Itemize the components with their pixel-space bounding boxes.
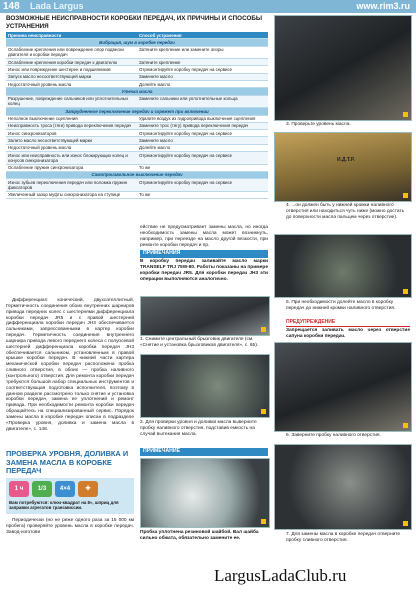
periodic-text-block bbox=[6, 518, 134, 536]
warning-block bbox=[286, 320, 410, 340]
time-icon: 1 ч bbox=[9, 481, 29, 497]
photo-marker bbox=[403, 112, 408, 117]
faults-table bbox=[6, 32, 268, 199]
photo-marker bbox=[403, 521, 408, 526]
difficulty-icon: 1/3 bbox=[32, 481, 52, 497]
table-row bbox=[6, 152, 268, 165]
watermark-text: LargusLadaClub.ru bbox=[214, 566, 347, 585]
table-row bbox=[6, 46, 268, 59]
table-group-row bbox=[6, 39, 268, 46]
table-cell-remedy: Отремонтируйте коробку передач на сервисе bbox=[137, 130, 268, 137]
step-1: 1. Снимите центральный брызговик двигателя (см. «Снятие и установка брызговиков двигателя», с. 65). bbox=[140, 337, 259, 348]
table-cell-cause: Износ или неисправность или износ блокирующих колец и конусов синхронизатора bbox=[6, 152, 137, 165]
table-row bbox=[6, 81, 268, 88]
table-row bbox=[6, 66, 268, 73]
photo-plug-washer bbox=[140, 458, 270, 528]
table-cell-remedy: Отремонтируйте коробку передач на сервисе bbox=[137, 152, 268, 165]
table-cell-cause: Ослабление крепления коробки передач к двигателю bbox=[6, 59, 137, 66]
body-text-2: ействие не предусматривает замены масла, но иногда необходимость замены масла может возникнуть, например, при переезде на масло другой вязкости, при ремонте коробки передач и пр. bbox=[140, 225, 268, 248]
body-text-1: Дифференциал конический, двухсателлитный. Герметичность соединения обоих внутренних шарниров привода передних колес с шестернями дифференциала коробки передач JR5 и с правой шестерней дифференциала коробки передач JH3 обеспечивается сальниками, запрессованными в картер коробки передач. Герметичность соединения внутреннего шарнира привода левого переднего колеса с полуосевой шестерней дифференциала коробки передач JH3 обеспечивается сальником, установленным в правой крышке коробки передач. В нижней части картера механической коробки передач расположена пробка сливного отверстия, в обоих — пробка наливного (контрольного) отверстия. Для ремонта коробки передач требуются большой набор специальных инструментов и соответствующая подготовка исполнителя, поэтому в данном разделе рассмотрено только снятие и установка коробки передач, замена ее уплотнений и ремонт привода. При необходимости ремонта коробки передач обращайтесь на специализированный сервис. Порядок замены масла в коробке передач описан в подразделе «Проверка уровня, доливка и замена масла в двигателе», с. 148. bbox=[6, 298, 134, 432]
note-title-2: ПРИМЕЧАНИЕ bbox=[140, 448, 268, 456]
table-cell-cause: Ослабление крепления или повреждение опор подвески двигателя и коробки передач bbox=[6, 46, 137, 59]
tools-text: Вам потребуются: ключ-квадрат на 8», шприц для заправки агрегатов трансмиссии. bbox=[9, 500, 119, 511]
photo-marker bbox=[261, 519, 266, 524]
table-cell-remedy: То же bbox=[137, 164, 268, 171]
table-cell-cause: Ослабление пружин синхронизатора bbox=[6, 164, 137, 171]
photo-check-level bbox=[274, 15, 412, 121]
photo-marker bbox=[261, 409, 266, 414]
step-3: 3. Проверьте уровень масла. bbox=[286, 122, 351, 127]
table-row bbox=[6, 137, 268, 144]
photo-filler-plug bbox=[140, 354, 270, 418]
table-cell-remedy: Отремонтируйте коробку передач на сервисе bbox=[137, 66, 268, 73]
periodic-text: Периодически (но не реже одного раза за 15 000 км пробега) проверяйте уровень масла в коробке передач. Завод-изготови bbox=[6, 518, 134, 535]
table-group-row bbox=[6, 108, 268, 115]
section-title: ВОЗМОЖНЫЕ НЕИСПРАВНОСТИ КОРОБКИ ПЕРЕДАЧ, ИХ ПРИЧИНЫ И СПОСОБЫ УСТРАНЕНИЯ bbox=[6, 15, 263, 30]
table-group-row bbox=[6, 88, 268, 95]
page-header bbox=[0, 0, 416, 13]
step-2: 2. Для проверки уровня и доливки масла выверните пробку наливного отверстия, подставив емкость на случай вытекания масла. bbox=[140, 420, 257, 437]
step-6: 6. Заверните пробку наливного отверстия. bbox=[286, 433, 381, 438]
table-header-cause: Причина неисправности bbox=[6, 32, 137, 39]
table-row bbox=[6, 122, 268, 129]
photo-label: И.Д.Т.Р. bbox=[337, 157, 355, 163]
table-row bbox=[6, 95, 268, 108]
table-cell-remedy: Затяните крепление bbox=[137, 59, 268, 66]
note-block-2 bbox=[140, 446, 268, 457]
table-cell-cause: Износ зубьев переключения передач или поломка пружин фиксаторов bbox=[6, 179, 137, 192]
photo-marker bbox=[403, 423, 408, 428]
table-cell-remedy: Замените трос (тягу) привода переключения передач bbox=[137, 122, 268, 129]
table-cell-cause: Увеличенный зазор муфты синхронизатора на ступице bbox=[6, 191, 137, 198]
table-cell-cause: Залито масло несоответствующей марки bbox=[6, 137, 137, 144]
table-group-title: Вибрация, шум в коробке передач bbox=[6, 39, 268, 46]
table-cell-cause: Недостаточный уровень масла bbox=[6, 144, 137, 151]
table-row bbox=[6, 179, 268, 192]
table-row bbox=[6, 73, 268, 80]
step-4: 4. ...он должен быть у нижней кромки наливного отверстия или находиться чуть ниже (можно достать до поверхности масла пальцем через отверстие). bbox=[286, 203, 405, 220]
table-cell-remedy: Удалите воздух из гидропривода выключения сцепления bbox=[137, 115, 268, 122]
table-cell-remedy: Затяните крепление или замените опоры bbox=[137, 46, 268, 59]
tools-panel bbox=[6, 478, 134, 514]
table-group-row bbox=[6, 171, 268, 178]
step-5: 5. При необходимости долейте масло в коробку передач до нижней кромки наливного отверстия. bbox=[286, 300, 396, 311]
table-cell-cause: Недостаточный уровень масла bbox=[6, 81, 137, 88]
table-cell-cause: Разрушение, повреждение сальников или уплотнительных колец bbox=[6, 95, 137, 108]
table-cell-remedy: Долейте масло bbox=[137, 81, 268, 88]
table-row bbox=[6, 144, 268, 151]
table-group-title: Затрудненное переключение передач и скрежет при включении bbox=[6, 108, 268, 115]
table-row bbox=[6, 191, 268, 198]
table-row bbox=[6, 130, 268, 137]
body-column-1 bbox=[6, 298, 134, 432]
table-cell-cause: Неполное выключение сцепления bbox=[6, 115, 137, 122]
table-cell-remedy: Замените масло bbox=[137, 73, 268, 80]
table-row bbox=[6, 59, 268, 66]
table-header-remedy: Способ устранения bbox=[137, 32, 268, 39]
photo-drain-plug bbox=[274, 444, 412, 530]
photo-marker bbox=[403, 193, 408, 198]
table-row bbox=[6, 115, 268, 122]
lift-icon: 4×4 bbox=[55, 481, 75, 497]
table-cell-cause: Неисправность троса (тяги) привода переключения передач bbox=[6, 122, 137, 129]
note-title-1: ПРИМЕЧАНИЯ bbox=[140, 250, 268, 258]
table-row bbox=[6, 164, 268, 171]
book-title: Lada Largus bbox=[30, 1, 84, 11]
warning-title: ПРЕДУПРЕЖДЕНИЕ bbox=[286, 320, 410, 327]
section-heading: ПРОВЕРКА УРОВНЯ, ДОЛИВКА И ЗАМЕНА МАСЛА В КОРОБКЕ ПЕРЕДАЧ bbox=[6, 449, 129, 475]
table-group-title: Утечка масла bbox=[6, 88, 268, 95]
photo-splash-guard bbox=[140, 296, 270, 336]
table-cell-cause: Износ синхронизаторов bbox=[6, 130, 137, 137]
warning-text: Запрещается заливать масло через отверстие сапуна коробки передач. bbox=[286, 327, 410, 339]
table-cell-cause: Запуск масло несоответствующей марки bbox=[6, 73, 137, 80]
photo-level-finger bbox=[274, 132, 412, 202]
table-cell-remedy: Замените масло bbox=[137, 137, 268, 144]
note-text-1: В коробку передач заливайте масло марки TRANSELF TRJ 75W-80. Работы показаны на примере коробки передач JR5. Для коробки передач JH3 эти операции выполняются аналогично. bbox=[140, 259, 268, 282]
wrench-icon: ✚ bbox=[78, 481, 98, 497]
site-url[interactable]: www.rim3.ru bbox=[356, 1, 410, 11]
table-group-title: Самопроизвольное выключение передач bbox=[6, 171, 268, 178]
photo-top-up bbox=[274, 234, 412, 298]
note-text-2: Пробка уплотнена резиновой шайбой. Вал шайба сильно обжата, обязательно замените ее. bbox=[140, 530, 259, 541]
table-cell-remedy: Замените сальники или уплотнительные кольца bbox=[137, 95, 268, 108]
page-number: 148 bbox=[3, 1, 20, 12]
table-cell-remedy: Отремонтируйте коробку передач на сервисе bbox=[137, 179, 268, 192]
photo-screw-plug bbox=[274, 342, 412, 432]
body-column-2 bbox=[140, 225, 268, 283]
step-7: 7. Для замены масла в коробке передач отверните пробку сливного отверстия. bbox=[286, 532, 401, 543]
photo-marker bbox=[403, 289, 408, 294]
table-cell-cause: Износ или повреждение шестерен и подшипников bbox=[6, 66, 137, 73]
table-cell-remedy: То же bbox=[137, 191, 268, 198]
table-cell-remedy: Долейте масло bbox=[137, 144, 268, 151]
photo-marker bbox=[261, 327, 266, 332]
